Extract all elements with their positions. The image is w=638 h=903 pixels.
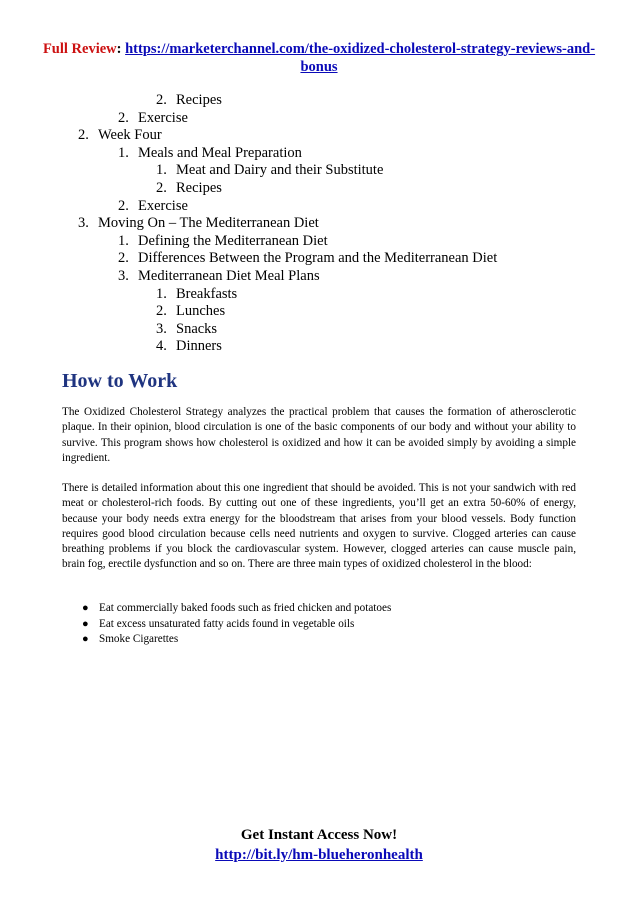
outline-item: Exercise xyxy=(138,197,188,214)
outline-number: 2. xyxy=(118,197,129,214)
outline-number: 3. xyxy=(78,215,89,232)
outline-item: Dinners xyxy=(176,338,222,355)
outline-number: 2. xyxy=(156,180,167,196)
outline-number: 4. xyxy=(156,338,167,355)
header-colon: : xyxy=(116,41,122,57)
outline-number: 1. xyxy=(118,232,129,249)
outline-number: 2. xyxy=(78,127,89,144)
list-item xyxy=(62,601,576,617)
outline-number: 1. xyxy=(156,285,167,302)
cta-link[interactable]: http://bit.ly/hm-blueheronhealth xyxy=(215,847,423,863)
bullet-list xyxy=(62,601,576,648)
outline-number: 1. xyxy=(156,162,167,179)
outline-item: Lunches xyxy=(176,303,226,320)
outline-number: 1. xyxy=(118,144,129,161)
full-review-label: Full Review xyxy=(42,41,117,57)
outline-number: 2. xyxy=(156,303,167,320)
bullet-icon: ● xyxy=(82,602,89,614)
review-header xyxy=(40,40,598,76)
bullet-text: Smoke Cigarettes xyxy=(99,633,179,645)
outline-item: Moving On – The Mediterranean Diet xyxy=(98,215,319,232)
cta-text: Get Instant Access Now! xyxy=(240,827,398,843)
bullet-text: Eat excess unsaturated fatty acids found in vegetable oils xyxy=(99,617,355,630)
outline-number: 2. xyxy=(156,92,167,108)
outline-item: Snacks xyxy=(176,320,218,337)
outline-item: Defining the Mediterranean Diet xyxy=(138,232,328,249)
outline-item: Recipes xyxy=(176,92,222,108)
footer-cta xyxy=(40,825,598,865)
outline-item: Meat and Dairy and their Substitute xyxy=(176,162,384,179)
bullet-text: Eat commercially baked foods such as fried chicken and potatoes xyxy=(99,602,392,614)
outline-number: 2. xyxy=(118,250,129,267)
outline-item: Meals and Meal Preparation xyxy=(138,144,302,161)
outline-item: Recipes xyxy=(176,180,222,196)
outline-item: Differences Between the Program and the Mediterranean Diet xyxy=(138,250,498,267)
paragraph-2: There is detailed information about this one ingredient that should be avoided. This is not your sandwich with red meat or cholesterol-rich foods. By cutting out one of these ingredients, you’ll get an extra 50-60% of energy, because your body needs extra energy for the bloodstream that arises from your blood vessels. Body function requires good blood circulation because cells need nutrients and oxygen to survive. Clogged arteries can cause breathing problems if you block the cardiovascular system. However, clogged arteries can cause muscle pain, brain fog, erectile dysfunction and so on. There are three main types of oxidized cholesterol in the blood: xyxy=(62,482,576,571)
list-item xyxy=(62,617,576,633)
bullet-icon: ● xyxy=(82,633,89,645)
outline-number: 3. xyxy=(118,268,129,284)
outline-item: Week Four xyxy=(98,127,162,144)
section-heading: How to Work xyxy=(62,370,178,392)
outline-item: Mediterranean Diet Meal Plans xyxy=(138,268,320,284)
outline-item: Exercise xyxy=(138,109,188,126)
outline-number: 2. xyxy=(118,109,129,126)
review-link[interactable]: https://marketerchannel.com/the-oxidized-cholesterol-strategy-reviews-and-bonus xyxy=(125,41,596,75)
bullet-icon: ● xyxy=(82,617,89,630)
outline-number: 3. xyxy=(156,320,167,337)
paragraph-1: The Oxidized Cholesterol Strategy analyzes the practical problem that causes the formation of atherosclerotic plaque. In their opinion, blood circulation is one of the basic components of our body and without your ability to survive. This program shows how cholesterol is oxidized and how it can be avoided simply by avoiding a simple ingredient. xyxy=(62,406,576,464)
list-item xyxy=(62,632,576,648)
outline-item: Breakfasts xyxy=(176,285,238,302)
